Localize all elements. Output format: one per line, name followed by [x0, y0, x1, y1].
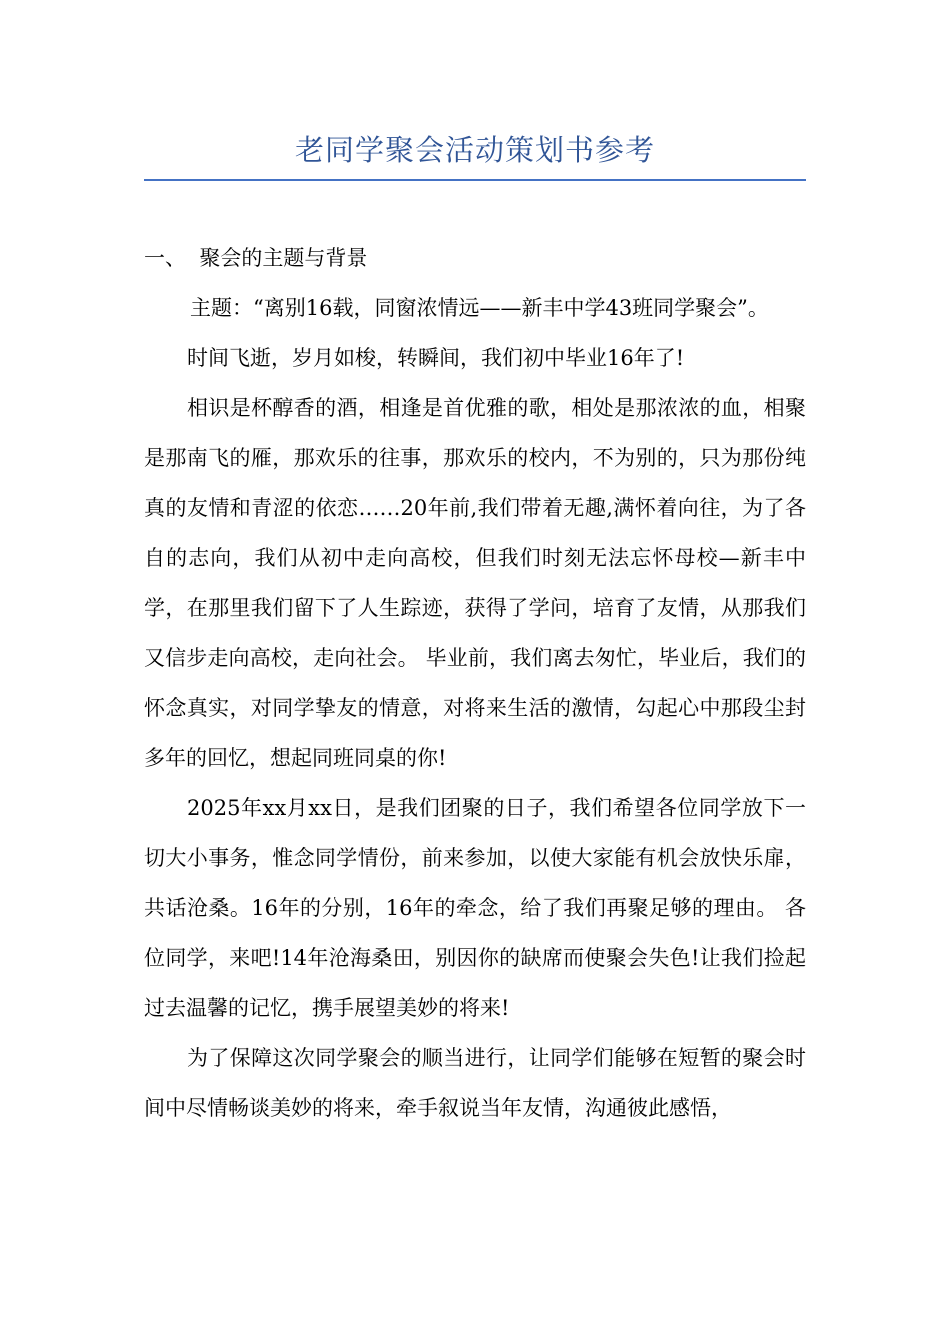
paragraph-invitation: 2025年xx月xx日，是我们团聚的日子，我们希望各位同学放下一切大小事务，惟念同学情份，前来参加，以使大家能有机会放快乐扉，共话沧桑。16年的分别，16年的牵念，给了我们再聚足够的理由。 各位同学，来吧!14年沧海桑田，别因你的缺席而使聚会失色!让我们捡起过去温馨的记忆，携手展望美妙的将来!: [144, 796, 806, 1020]
section-heading: 一、 聚会的主题与背景: [144, 246, 368, 270]
title-underline: [144, 179, 806, 181]
paragraph-memories: 相识是杯醇香的酒，相逢是首优雅的歌，相处是那浓浓的血，相聚是那南飞的雁，那欢乐的往事，那欢乐的校内，不为别的，只为那份纯真的友情和青涩的依恋……20年前,我们带着无趣,满怀着向往，为了各自的志向，我们从初中走向高校，但我们时刻无法忘怀母校—新丰中学，在那里我们留下了人生踪迹，获得了学问，培育了友情，从那我们又信步走向高校，走向社会。 毕业前，我们离去匆忙，毕业后，我们的怀念真实，对同学挚友的情意，对将来生活的激情，勾起心中那段尘封多年的回忆，想起同班同桌的你!: [144, 396, 806, 770]
document-title: 老同学聚会活动策划书参考: [294, 133, 655, 167]
paragraph-theme: 主题：“离别16载，同窗浓情远——新丰中学43班同学聚会”。: [190, 296, 769, 320]
paragraph-time: 时间飞逝，岁月如梭，转瞬间，我们初中毕业16年了!: [187, 346, 685, 370]
document-body: [144, 233, 806, 1133]
paragraph-purpose: 为了保障这次同学聚会的顺当进行，让同学们能够在短暂的聚会时间中尽情畅谈美妙的将来，牵手叙说当年友情，沟通彼此感悟，: [144, 1046, 806, 1120]
